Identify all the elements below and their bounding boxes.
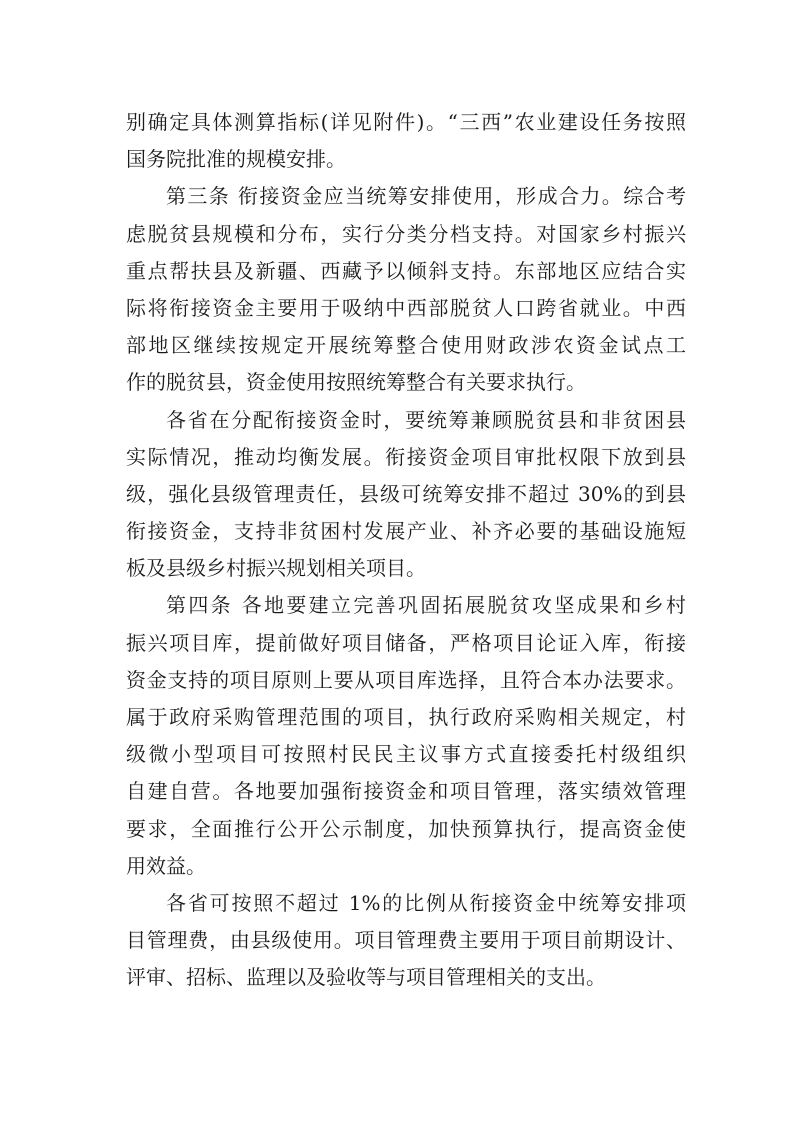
text-line: 用效益。 (126, 853, 206, 878)
text-line: 重点帮扶县及新疆、西藏予以倾斜支持。东部地区应结合实 (126, 258, 686, 283)
text-line: 衔接资金，支持非贫困村发展产业、补齐必要的基础设施短 (126, 519, 686, 544)
text-line: 实际情况，推动均衡发展。衔接资金项目审批权限下放到县 (126, 444, 686, 469)
text-line: 级微小型项目可按照村民民主议事方式直接委托村级组织 (126, 742, 686, 767)
text-line: 资金支持的项目原则上要从项目库选择，且符合本办法要求。 (126, 667, 686, 692)
text-line: 部地区继续按规定开展统筹整合使用财政涉农资金试点工 (126, 333, 686, 358)
text-line: 各省在分配衔接资金时，要统筹兼顾脱贫县和非贫困县 (166, 407, 686, 432)
text-line: 板及县级乡村振兴规划相关项目。 (126, 556, 426, 581)
text-line: 虑脱贫县规模和分布，实行分类分档支持。对国家乡村振兴 (126, 221, 686, 246)
body-text (126, 104, 686, 997)
text-line: 各省可按照不超过 1%的比例从衔接资金中统筹安排项 (166, 890, 686, 915)
text-line: 别确定具体测算指标(详见附件)。“三西”农业建设任务按照 (126, 110, 686, 134)
text-line: 目管理费，由县级使用。项目管理费主要用于项目前期设计、 (126, 928, 686, 953)
text-line: 际将衔接资金主要用于吸纳中西部脱贫人口跨省就业。中西 (126, 295, 686, 320)
text-line: 级，强化县级管理责任，县级可统筹安排不超过 30%的到县 (126, 481, 686, 506)
text-line: 第三条 衔接资金应当统筹安排使用，形成合力。综合考 (166, 184, 686, 209)
text-line: 振兴项目库，提前做好项目储备，严格项目论证入库，衔接 (126, 630, 686, 655)
text-line: 要求，全面推行公开公示制度，加快预算执行，提高资金使 (126, 816, 686, 841)
text-line: 自建自营。各地要加强衔接资金和项目管理，落实绩效管理 (126, 779, 686, 804)
text-line: 作的脱贫县，资金使用按照统筹整合有关要求执行。 (126, 370, 586, 395)
text-line: 国务院批准的规模安排。 (126, 147, 346, 172)
text-line: 第四条 各地要建立完善巩固拓展脱贫攻坚成果和乡村 (166, 593, 686, 618)
text-line: 属于政府采购管理范围的项目，执行政府采购相关规定，村 (126, 705, 686, 729)
text-line: 评审、招标、监理以及验收等与项目管理相关的支出。 (126, 965, 606, 990)
